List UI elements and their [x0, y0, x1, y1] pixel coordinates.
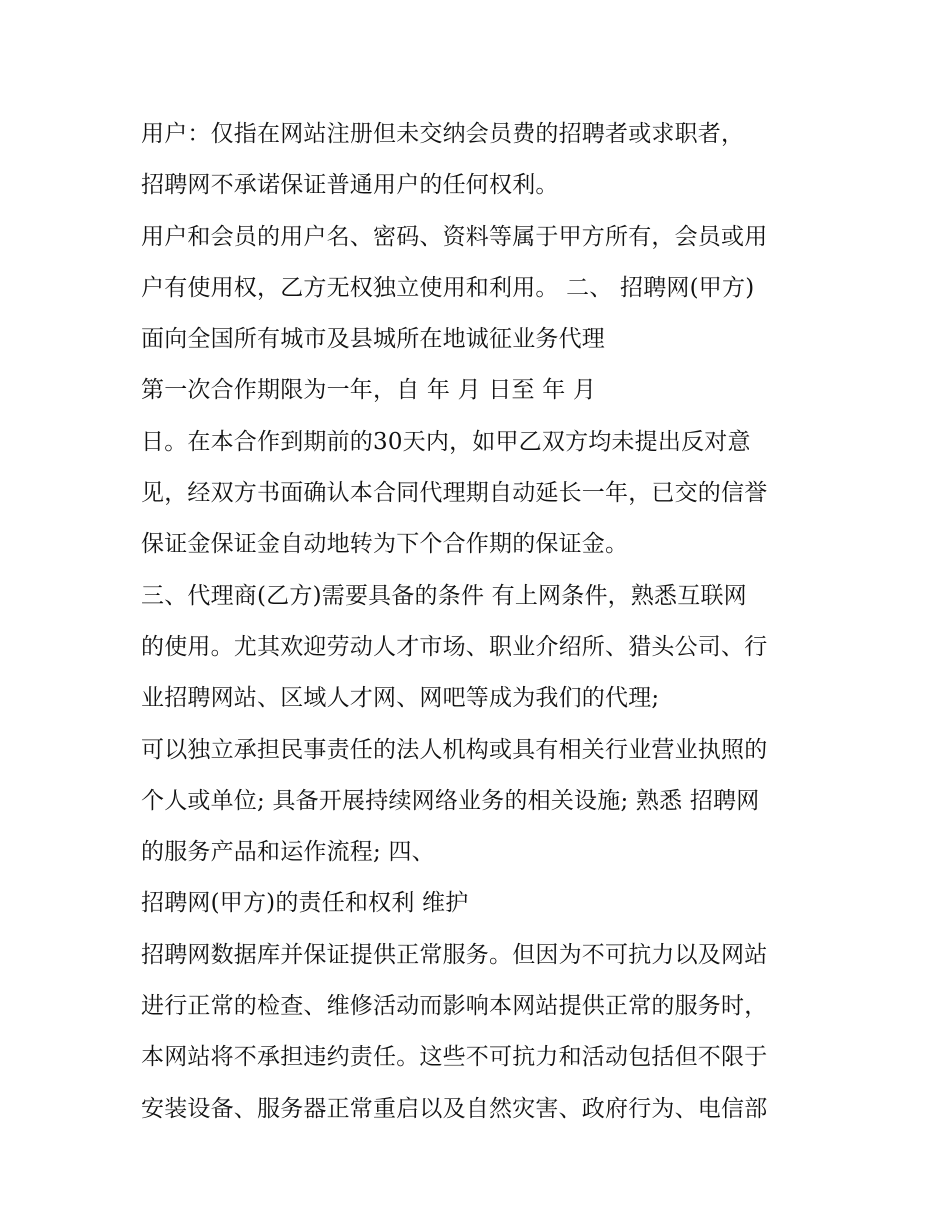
text-line: 用户：仅指在网站注册但未交纳会员费的招聘者或求职者， [141, 121, 745, 147]
text-line: 个人或单位; 具备开展持续网络业务的相关设施; 熟悉 招聘网 [141, 787, 760, 814]
text-line: 日。在本合作到期前的30天内，如甲乙双方均未提出反对意 [141, 428, 751, 455]
text-line: 户有使用权，乙方无权独立使用和利用。 二、 招聘网(甲方) [141, 274, 755, 301]
text-line: 招聘网(甲方)的责任和权利 维护 [141, 890, 469, 917]
text-line: 用户和会员的用户名、密码、资料等属于甲方所有，会员或用 [141, 223, 768, 250]
text-line: 的服务产品和运作流程; 四、 [141, 839, 435, 866]
text-line: 面向全国所有城市及县城所在地诚征业务代理 [141, 326, 605, 353]
text-line: 进行正常的检查、维修活动而影响本网站提供正常的服务时， [141, 993, 768, 1020]
text-line: 保证金保证金自动地转为下个合作期的保证金。 [141, 531, 629, 558]
text-line: 招聘网不承诺保证普通用户的任何权利。 [141, 172, 559, 199]
text-line: 安装设备、服务器正常重启以及自然灾害、政府行为、电信部 [141, 1095, 768, 1122]
text-line: 见，经双方书面确认本合同代理期自动延长一年，已交的信誉 [141, 480, 768, 507]
document-body [141, 109, 841, 1135]
text-line: 第一次合作期限为一年，自 年 月 日至 年 月 [141, 377, 597, 404]
text-line: 可以独立承担民事责任的法人机构或具有相关行业营业执照的 [141, 736, 768, 763]
text-line: 的使用。尤其欢迎劳动人才市场、职业介绍所、猎头公司、行 [141, 633, 768, 660]
text-line: 三、代理商(乙方)需要具备的条件 有上网条件，熟悉互联网 [141, 582, 747, 609]
text-line: 招聘网数据库并保证提供正常服务。但因为不可抗力以及网站 [141, 941, 768, 968]
text-line: 本网站将不承担违约责任。这些不可抗力和活动包括但不限于 [141, 1044, 768, 1071]
text-line: 业招聘网站、区域人才网、网吧等成为我们的代理; [141, 685, 660, 712]
